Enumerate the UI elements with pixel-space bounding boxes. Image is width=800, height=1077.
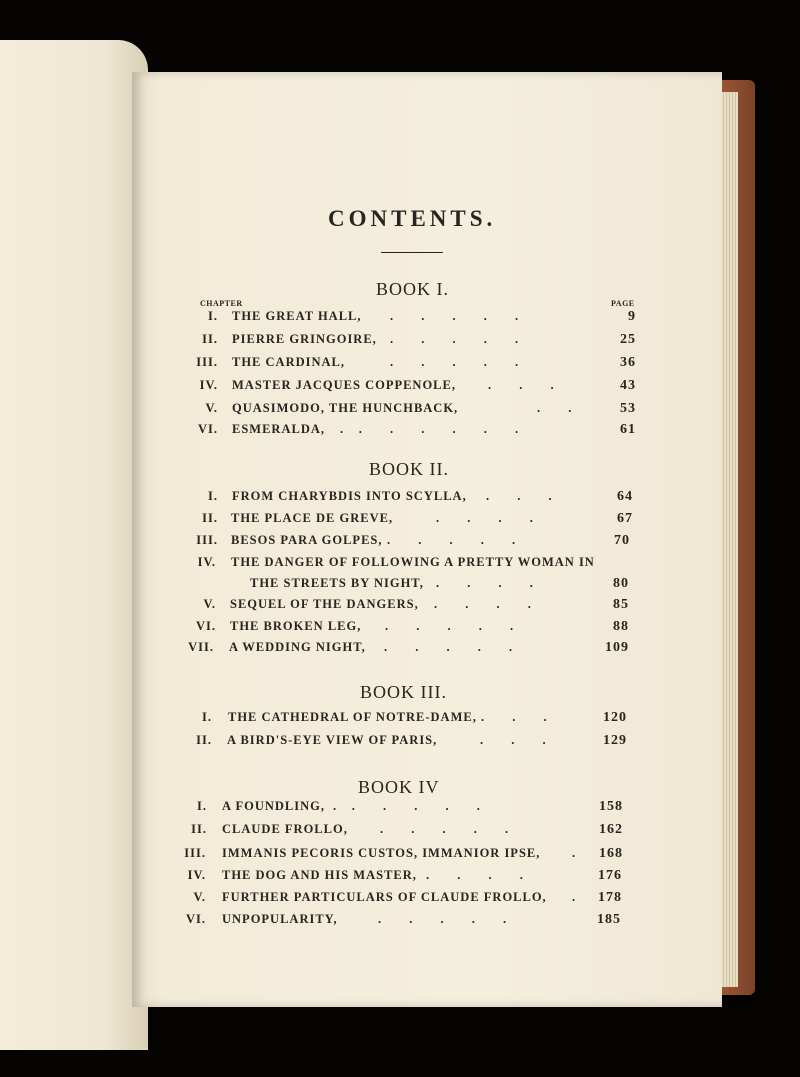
chapter-title: PIERRE GRINGOIRE,	[232, 332, 377, 346]
leader-dots: . . .	[480, 733, 546, 747]
chapter-title: FROM CHARYBDIS INTO SCYLLA,	[232, 489, 467, 503]
leader-dots: .	[572, 890, 576, 904]
chapter-number: III.	[184, 846, 206, 860]
leader-dots: . . . . . .	[333, 799, 480, 813]
toc-row[interactable]	[0, 355, 800, 375]
toc-row[interactable]	[0, 890, 800, 910]
toc-row[interactable]	[0, 597, 800, 617]
page-number: 80	[613, 576, 629, 591]
leader-dots: . . . .	[436, 576, 533, 590]
toc-row[interactable]	[0, 309, 800, 329]
toc-row[interactable]	[0, 489, 800, 509]
toc-row[interactable]	[0, 868, 800, 888]
page-number: 43	[620, 378, 636, 393]
leader-dots: . . . .	[436, 511, 533, 525]
leader-dots: . . . . .	[385, 619, 514, 633]
toc-row[interactable]	[0, 710, 800, 730]
leader-dots: . . . . .	[390, 332, 519, 346]
chapter-title: THE CARDINAL,	[232, 355, 346, 369]
chapter-title: IMMANIS PECORIS CUSTOS, IMMANIOR IPSE,	[222, 846, 541, 860]
page-number: 109	[605, 640, 629, 655]
toc-row[interactable]	[0, 533, 800, 553]
toc-row[interactable]	[0, 576, 800, 596]
toc-row[interactable]	[0, 401, 800, 421]
page-number: 162	[599, 822, 623, 837]
chapter-number: II.	[202, 511, 218, 525]
book-heading: BOOK III.	[360, 682, 447, 702]
page-number: 70	[614, 533, 630, 548]
chapter-title: A BIRD'S-EYE VIEW OF PARIS,	[227, 733, 438, 747]
chapter-number: III.	[196, 355, 218, 369]
chapter-number: IV.	[197, 555, 216, 569]
chapter-number: V.	[203, 597, 216, 611]
chapter-number: III.	[196, 533, 218, 547]
leader-dots: . . . . .	[390, 309, 519, 323]
toc-row[interactable]	[0, 619, 800, 639]
chapter-number: IV.	[199, 378, 218, 392]
chapter-number: VII.	[188, 640, 214, 654]
leader-dots: . . . . .	[384, 640, 513, 654]
leader-dots: . . .	[488, 378, 554, 392]
chapter-number: I.	[197, 799, 207, 813]
chapter-title: THE DOG AND HIS MASTER,	[222, 868, 417, 882]
chapter-number: V.	[193, 890, 206, 904]
page-number: 25	[620, 332, 636, 347]
chapter-column-header: CHAPTER	[200, 299, 243, 308]
page-number: 168	[599, 846, 623, 861]
leader-dots: . . . .	[426, 868, 523, 882]
chapter-title: CLAUDE FROLLO,	[222, 822, 348, 836]
toc-row[interactable]	[0, 640, 800, 660]
chapter-title: MASTER JACQUES COPPENOLE,	[232, 378, 456, 392]
chapter-title: BESOS PARA GOLPES,	[231, 533, 383, 547]
toc-row[interactable]	[0, 822, 800, 842]
chapter-number: V.	[205, 401, 218, 415]
book-heading: BOOK I.	[376, 279, 449, 299]
chapter-title: SEQUEL OF THE DANGERS,	[230, 597, 419, 611]
leader-dots: . . . . .	[378, 912, 507, 926]
page-number: 120	[603, 710, 627, 725]
page-number: 129	[603, 733, 627, 748]
leader-dots: . . . . . . .	[340, 422, 519, 436]
chapter-number: IV.	[187, 868, 206, 882]
chapter-number: VI.	[195, 619, 216, 633]
page-number: 61	[620, 422, 636, 437]
chapter-title: QUASIMODO, THE HUNCHBACK,	[232, 401, 459, 415]
chapter-title: A FOUNDLING,	[222, 799, 325, 813]
page-number: 67	[617, 511, 633, 526]
chapter-title: THE CATHEDRAL OF NOTRE-DAME,	[228, 710, 477, 724]
page-number: 88	[613, 619, 629, 634]
page-column-header: PAGE	[611, 299, 635, 308]
chapter-number: I.	[208, 489, 218, 503]
chapter-number: I.	[208, 309, 218, 323]
page-number: 185	[597, 912, 621, 927]
leader-dots: . . . .	[434, 597, 531, 611]
toc-row[interactable]	[0, 846, 800, 866]
chapter-number: I.	[202, 710, 212, 724]
page-number: 53	[620, 401, 636, 416]
toc-row[interactable]	[0, 555, 800, 575]
toc-row[interactable]	[0, 511, 800, 531]
chapter-title: ESMERALDA,	[232, 422, 325, 436]
leader-dots: . . .	[481, 710, 547, 724]
chapter-title: THE DANGER OF FOLLOWING A PRETTY WOMAN IN	[231, 555, 595, 569]
toc-row[interactable]	[0, 733, 800, 753]
page-number: 36	[620, 355, 636, 370]
chapter-title: THE BROKEN LEG,	[230, 619, 362, 633]
book-heading: BOOK IV	[358, 777, 440, 797]
chapter-number: VI.	[197, 422, 218, 436]
chapter-number: II.	[196, 733, 212, 747]
leader-dots: . . . . .	[380, 822, 509, 836]
chapter-title: FURTHER PARTICULARS OF CLAUDE FROLLO,	[222, 890, 547, 904]
chapter-title: A WEDDING NIGHT,	[229, 640, 366, 654]
title-rule	[381, 252, 443, 253]
chapter-number: II.	[191, 822, 207, 836]
page-title: CONTENTS.	[328, 206, 497, 231]
chapter-title: THE GREAT HALL,	[232, 309, 362, 323]
toc-row[interactable]	[0, 799, 800, 819]
page-number: 178	[598, 890, 622, 905]
chapter-title: THE PLACE DE GREVE,	[231, 511, 394, 525]
page-number: 9	[628, 309, 636, 324]
leader-dots: .	[572, 846, 576, 860]
page-number: 158	[599, 799, 623, 814]
chapter-title: UNPOPULARITY,	[222, 912, 338, 926]
toc-row[interactable]	[0, 332, 800, 352]
leader-dots: . . .	[486, 489, 552, 503]
chapter-number: II.	[202, 332, 218, 346]
page-number: 176	[598, 868, 622, 883]
chapter-number: VI.	[185, 912, 206, 926]
chapter-title: THE STREETS BY NIGHT,	[250, 576, 424, 590]
page-number: 85	[613, 597, 629, 612]
leader-dots: . .	[537, 401, 572, 415]
leader-dots: . . . . .	[390, 355, 519, 369]
toc-row[interactable]	[0, 422, 800, 442]
book-heading: BOOK II.	[369, 459, 449, 479]
toc-row[interactable]	[0, 912, 800, 932]
leader-dots: . . . . .	[387, 533, 516, 547]
page-number: 64	[617, 489, 633, 504]
toc-row[interactable]	[0, 378, 800, 398]
